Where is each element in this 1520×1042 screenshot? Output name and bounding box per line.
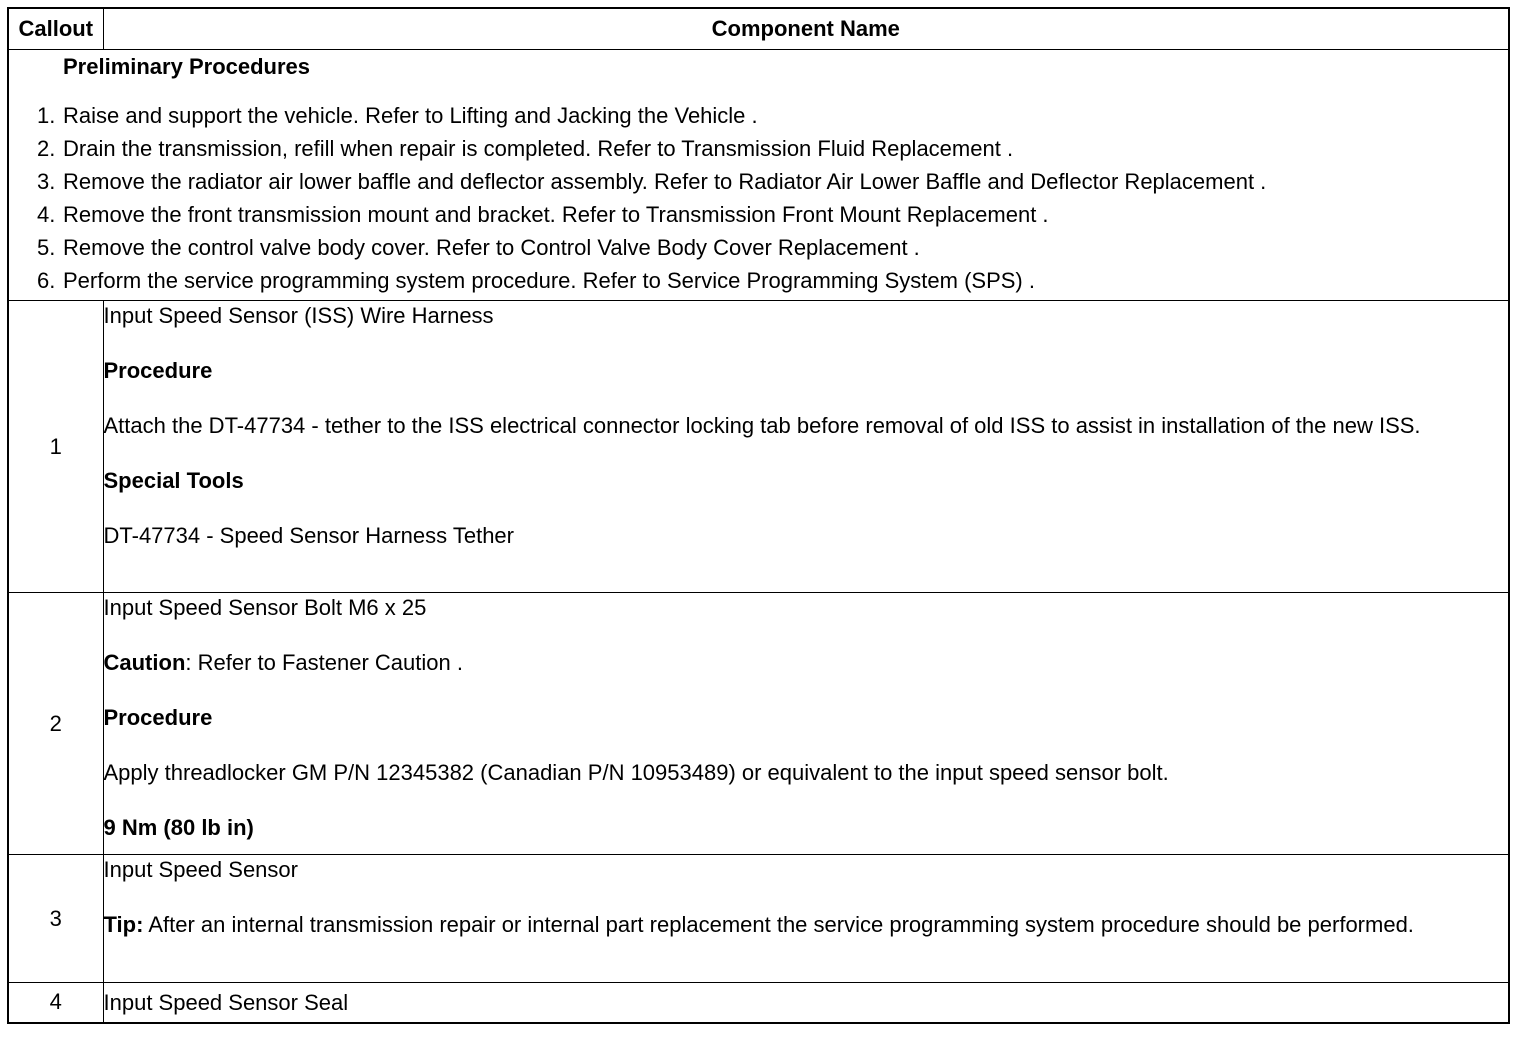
component-name: Input Speed Sensor (ISS) Wire Harness [103,303,494,328]
preliminary-row [8,50,1509,301]
table-row [8,983,1509,1023]
component-name: Input Speed Sensor Seal [103,989,349,1015]
caution-line [104,648,1509,677]
component-name: Input Speed Sensor [103,857,298,882]
callout-number: 3 [8,855,103,983]
step-number: 2. [37,136,56,161]
callout-number: 1 [8,301,103,593]
component-name: Input Speed Sensor Bolt M6 x 25 [103,595,427,620]
step-text: Drain the transmission, refill when repair is completed. Refer to Transmission Fluid Replacement . [63,136,1014,161]
header-callout: Callout [8,8,103,50]
torque-spec: 9 Nm (80 lb in) [103,815,254,840]
step-text: Perform the service programming system procedure. Refer to Service Programming System (SPS) . [63,268,1035,293]
caution-text: : Refer to Fastener Caution . [185,650,463,675]
list-item [9,102,1508,135]
step-text: Remove the front transmission mount and bracket. Refer to Transmission Front Mount Replacement . [63,202,1049,227]
component-table [7,7,1510,1024]
step-text: Raise and support the vehicle. Refer to Lifting and Jacking the Vehicle . [63,103,758,128]
step-number: 6. [37,268,56,293]
step-text: Remove the radiator air lower baffle and deflector assembly. Refer to Radiator Air Lower Baffle and Deflector Replacement . [63,169,1267,194]
step-number: 5. [37,235,56,260]
step-number: 1. [37,103,56,128]
special-tools-label: Special Tools [103,468,244,493]
tip-label: Tip: [103,912,144,937]
step-number: 4. [37,202,56,227]
component-cell [103,301,1509,593]
preliminary-title: Preliminary Procedures [63,54,311,79]
component-cell [103,983,1509,1023]
list-item [9,135,1508,168]
step-text: Remove the control valve body cover. Refer to Control Valve Body Cover Replacement . [63,235,920,260]
list-item [9,201,1508,234]
preliminary-cell [8,50,1509,301]
procedure-label: Procedure [103,705,213,730]
table-row [8,593,1509,855]
procedure-label: Procedure [103,358,213,383]
table-row [8,855,1509,983]
header-row [8,8,1509,50]
component-cell [103,593,1509,855]
caution-label: Caution [103,650,186,675]
tip-text: After an internal transmission repair or internal part replacement the service programming system procedure should be performed. [143,912,1414,937]
list-item [9,168,1508,201]
callout-number: 4 [8,983,103,1023]
list-item [9,267,1508,300]
header-component-name: Component Name [103,8,1509,50]
callout-number: 2 [8,593,103,855]
component-cell [103,855,1509,983]
list-item [9,234,1508,267]
special-tools-text: DT-47734 - Speed Sensor Harness Tether [103,523,514,548]
table-row [8,301,1509,593]
procedure-text: Apply threadlocker GM P/N 12345382 (Canadian P/N 10953489) or equivalent to the input speed sensor bolt. [103,760,1169,785]
step-number: 3. [37,169,56,194]
procedure-text: Attach the DT-47734 - tether to the ISS electrical connector locking tab before removal of old ISS to assist in installation of the new ISS. [103,413,1421,438]
tip-line [104,910,1509,939]
